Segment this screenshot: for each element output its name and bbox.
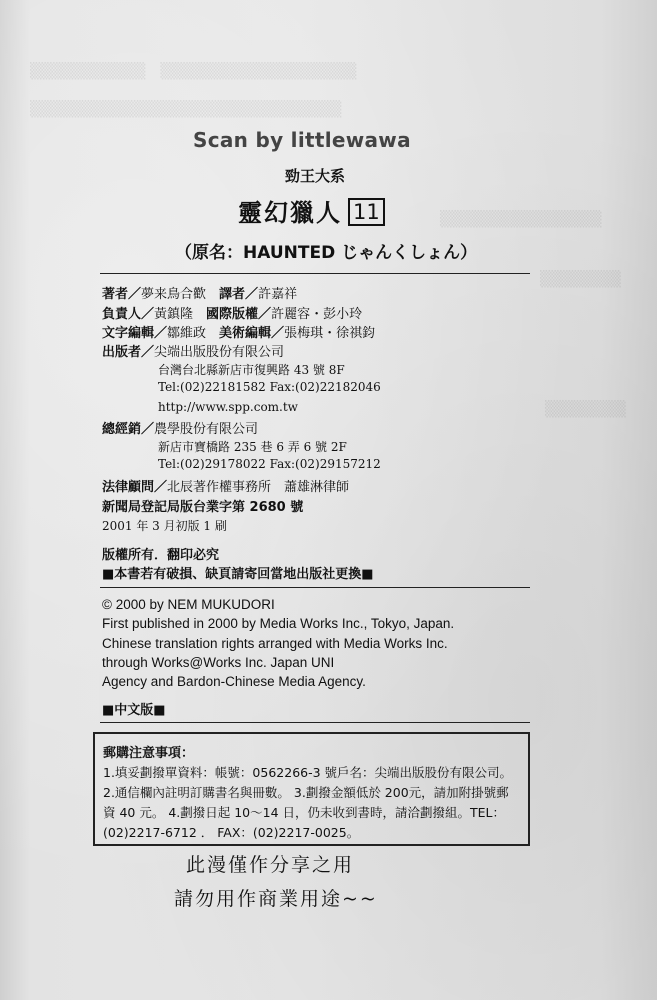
bleed-through-text: ▒▒▒▒▒▒▒ <box>545 400 626 418</box>
rights-reserved: 版權所有．翻印必究 <box>102 548 220 563</box>
copyright-line: Chinese translation rights arranged with Media Works Inc. <box>102 636 448 651</box>
bleed-through-text: ▒▒▒▒▒▒▒▒▒▒▒▒▒▒▒▒▒▒▒▒▒▒▒▒▒▒▒ <box>30 100 342 118</box>
mail-order-title: 郵購注意事項： <box>103 746 195 761</box>
credit-legal: 法律顧問／北辰著作權事務所 蕭雄淋律師 <box>102 480 350 495</box>
series-name: 勁王大系 <box>285 167 346 185</box>
credit-distributor: 總經銷／農學股份有限公司 <box>102 422 259 437</box>
title-text: 靈幻獵人 <box>238 199 342 227</box>
publisher-url: http://www.spp.com.tw <box>158 400 298 414</box>
scan-credit: Scan by littlewawa <box>193 128 411 152</box>
copyright-line: through Works@Works Inc. Japan UNI <box>102 655 335 670</box>
replacement-notice: ■本書若有破損、缺頁請寄回當地出版社更換■ <box>102 567 374 582</box>
book-title <box>238 193 385 228</box>
divider <box>100 587 530 588</box>
copyright-line: First published in 2000 by Media Works Inc., Tokyo, Japan. <box>102 616 455 631</box>
publisher-address: 台灣台北縣新店市復興路 43 號 8F <box>158 363 345 377</box>
credit-responsible-rights: 負責人／黃鎮隆 國際版權／許麗容・彭小玲 <box>102 307 363 322</box>
bleed-through-text: ▒▒▒▒▒▒▒ <box>540 270 621 288</box>
copyright-line: © 2000 by NEM MUKUDORI <box>102 597 275 612</box>
chinese-edition-label: ■中文版■ <box>102 703 166 718</box>
mail-order-box <box>93 732 530 846</box>
distributor-address: 新店市寶橋路 235 巷 6 弄 6 號 2F <box>158 440 347 454</box>
divider <box>100 722 530 723</box>
publisher-phone: Tel:(02)22181582 Fax:(02)22182046 <box>158 380 381 394</box>
handwritten-note-line2: 請勿用作商業用途~~ <box>174 888 378 910</box>
distributor-phone: Tel:(02)29178022 Fax:(02)29157212 <box>158 457 381 471</box>
credit-publisher: 出版者／尖端出版股份有限公司 <box>102 345 285 360</box>
copyright-line: Agency and Bardon-Chinese Media Agency. <box>102 674 366 689</box>
registration-number: 新聞局登記局版台業字第 2680 號 <box>102 500 304 515</box>
credit-author-translator: 著者／夢来鳥合歡 譯者／許嘉祥 <box>102 287 298 302</box>
divider <box>100 273 530 274</box>
bleed-through-text: ▒▒▒▒▒▒▒▒▒▒▒▒▒▒ <box>440 210 602 228</box>
original-title: （原名：HAUNTED じゃんくしょん） <box>175 243 478 263</box>
credit-editors: 文字編輯／鄒維政 美術編輯／張梅琪・徐祺鈞 <box>102 326 376 341</box>
handwritten-note-line1: 此漫僅作分享之用 <box>186 854 355 876</box>
edition-info: 2001 年 3 月初版 1 刷 <box>102 519 227 533</box>
mail-order-body: 1.填妥劃撥單資料：帳號：0562266-3 號戶名：尖端出版股份有限公司。 2.通信欄內註明訂購書名與冊數。 3.劃撥金額低於 200元，請加附掛號郵資 40 元。 4.劃撥日起 10～14 日，仍未收到書時，請洽劃撥組。TEL：(02)2217-6712 ． FAX：(02)2217-0025。 <box>103 765 513 840</box>
bleed-through-text: ▒▒▒▒▒▒▒▒▒▒ ▒▒▒▒▒▒▒▒▒▒▒▒▒▒▒▒▒ <box>30 62 357 80</box>
volume-number: 11 <box>348 198 385 226</box>
